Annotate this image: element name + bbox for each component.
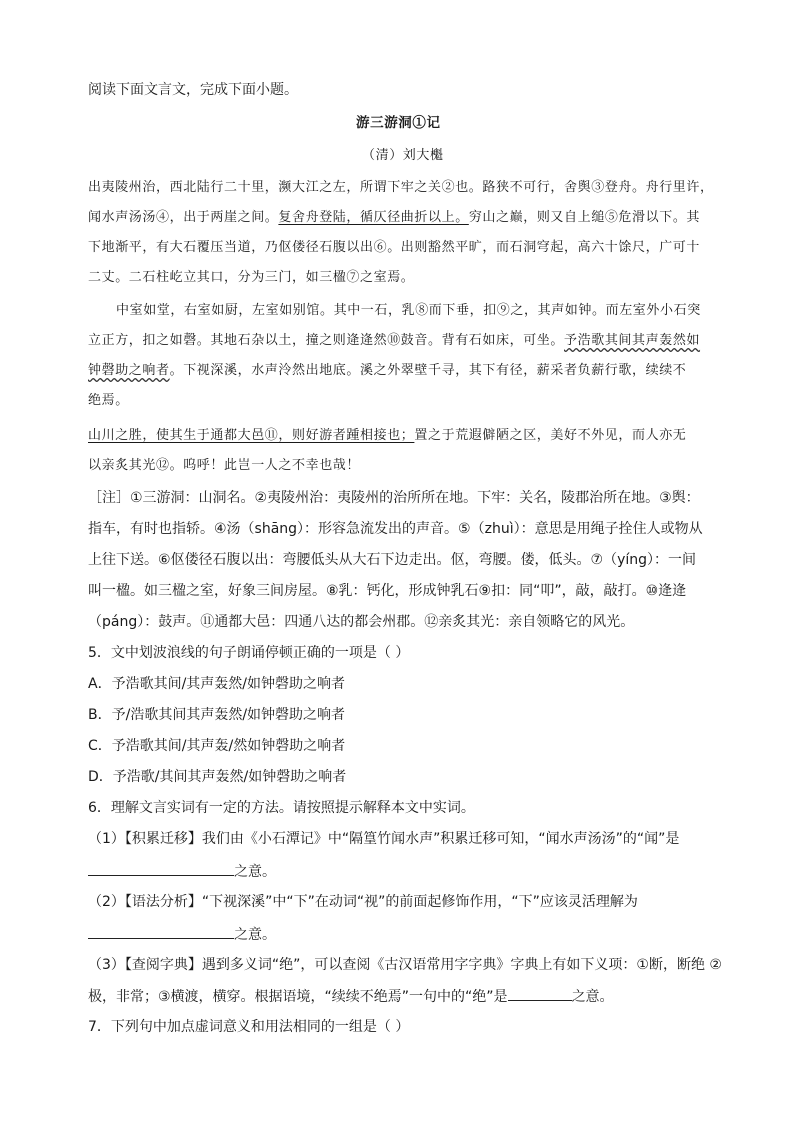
passage-text: 闻水声汤汤④，出于两崖之间。 <box>88 210 279 225</box>
passage-line <box>88 331 700 351</box>
passage-line: 绝焉。 <box>88 393 129 408</box>
question-5-stem: 5．文中划波浪线的句子朗诵停顿正确的一项是（ ） <box>88 645 410 661</box>
passage-text: 立正方，扣之如磬。其地石杂以土，撞之则逄逄然⑩鼓音。背有石如床，可坐。 <box>88 333 565 348</box>
note-line: 指车，有时也指轿。④汤（shāng）：形容急流发出的声音。⑤（zhuì）：意思是用绳子拴住人或物从 <box>88 521 703 537</box>
sub3-text: 极，非常；③横渡，横穿。根据语境，“续续不绝焉”一句中的“绝”是 <box>88 989 508 1005</box>
question-6-sub3: （3）【查阅字典】遇到多义词“绝”，可以查阅《古汉语常用字字典》字典上有如下义项：①断，断绝 ② <box>88 957 722 973</box>
question-5-option-c[interactable]: C．予浩歌其间/其声轰/然如钟磬助之响者 <box>88 738 346 754</box>
wavy-underlined-sentence: 予浩歌其间其声轰然如 <box>564 333 701 348</box>
passage-line: 二丈。二石柱屹立其口，分为三门，如三楹⑦之室焉。 <box>88 270 415 285</box>
question-5-option-d[interactable]: D．予浩歌/其间其声轰然/如钟磬助之响者 <box>88 769 347 785</box>
passage-text: 。下视深溪，水声泠然出地底。溪之外翠壁千寻，其下有径，薪采者负薪行歌，续续不 <box>169 363 687 378</box>
blank-suffix: 之意。 <box>234 864 276 880</box>
passage-line <box>88 361 686 381</box>
passage-text: 穷山之巅，则又自上缒⑤危滑以下。其 <box>468 210 701 225</box>
passage-author: （清）刘大櫆 <box>362 148 444 163</box>
wavy-underlined-sentence: 钟磬助之响者 <box>88 363 170 378</box>
question-6-sub2: （2）【语法分析】“下视深溪”中“下”在动词“视”的前面起修饰作用，“下”应该灵活理解为 <box>88 894 638 910</box>
passage-line: 出夷陵州治，西北陆行二十里，濒大江之左，所谓下牢之关②也。路狭不可行，舍舆③登舟。舟行里许， <box>88 180 714 195</box>
passage-line: 中室如堂，右室如厨，左室如别馆。其中一石，乳⑧而下垂，扣⑨之，其声如钟。而左室外小石突 <box>116 303 701 318</box>
passage-line <box>88 208 700 228</box>
answer-blank[interactable] <box>88 861 234 876</box>
question-6-sub1: （1）【积累迁移】我们由《小石潭记》中“隔篁竹闻水声”积累迁移可知，“闻水声汤汤”的“闻”是 <box>88 831 680 847</box>
question-6-sub1-answer <box>88 861 276 882</box>
passage-text: 置之于荒遐僻陋之区，美好不外见，而人亦无 <box>414 428 687 443</box>
answer-blank[interactable] <box>508 986 572 1001</box>
question-5-option-b[interactable]: B．予/浩歌其间其声轰然/如钟磬助之响者 <box>88 707 346 723</box>
blank-suffix: 之意。 <box>234 927 276 943</box>
note-line: （páng）：鼓声。⑪通都大邑：四通八达的都会州郡。⑫亲炙其光：亲自领略它的风光。 <box>88 614 635 630</box>
underlined-sentence: 山川之胜，使其生于通都大邑⑪，则好游者踵相接也； <box>88 428 415 443</box>
note-line: ［注］①三游洞：山洞名。②夷陵州治：夷陵州的治所所在地。下牢：关名，陵郡治所在地。③舆： <box>88 490 700 506</box>
question-6-stem: 6．理解文言实词有一定的方法。请按照提示解释本文中实词。 <box>88 800 475 816</box>
note-line: 上往下送。⑥伛偻径石腹以出：弯腰低头从大石下边走出。伛，弯腰。偻，低头。⑦（yíng）：一间 <box>88 552 697 568</box>
passage-line <box>88 426 686 446</box>
passage-line: 下地渐平，有大石覆压当道，乃伛偻径石腹以出⑥。出则豁然平旷，而石洞穹起，高六十馀尺，广可十 <box>88 240 701 255</box>
reading-instruction: 阅读下面文言文，完成下面小题。 <box>88 82 298 98</box>
blank-suffix: 之意。 <box>571 989 614 1005</box>
underlined-sentence: 复舍舟登陆，循仄径曲折以上。 <box>278 210 469 225</box>
passage-title: 游三游洞①记 <box>356 115 441 131</box>
question-7-stem: 7．下列句中加点虚词意义和用法相同的一组是（ ） <box>88 1019 410 1035</box>
question-6-sub3-answer <box>88 986 614 1007</box>
passage-line: 以亲炙其光⑫。呜呼！此岂一人之不幸也哉！ <box>88 458 361 473</box>
note-line: 叫一楹。如三楹之室，好象三间房屋。⑧乳：钙化，形成钟乳石⑨扣：同“叩”，敲，敲打。⑩逄逄 <box>88 583 687 599</box>
question-5-option-a[interactable]: A．予浩歌其间/其声轰然/如钟磬助之响者 <box>88 676 346 692</box>
answer-blank[interactable] <box>88 924 234 939</box>
question-6-sub2-answer <box>88 924 276 945</box>
